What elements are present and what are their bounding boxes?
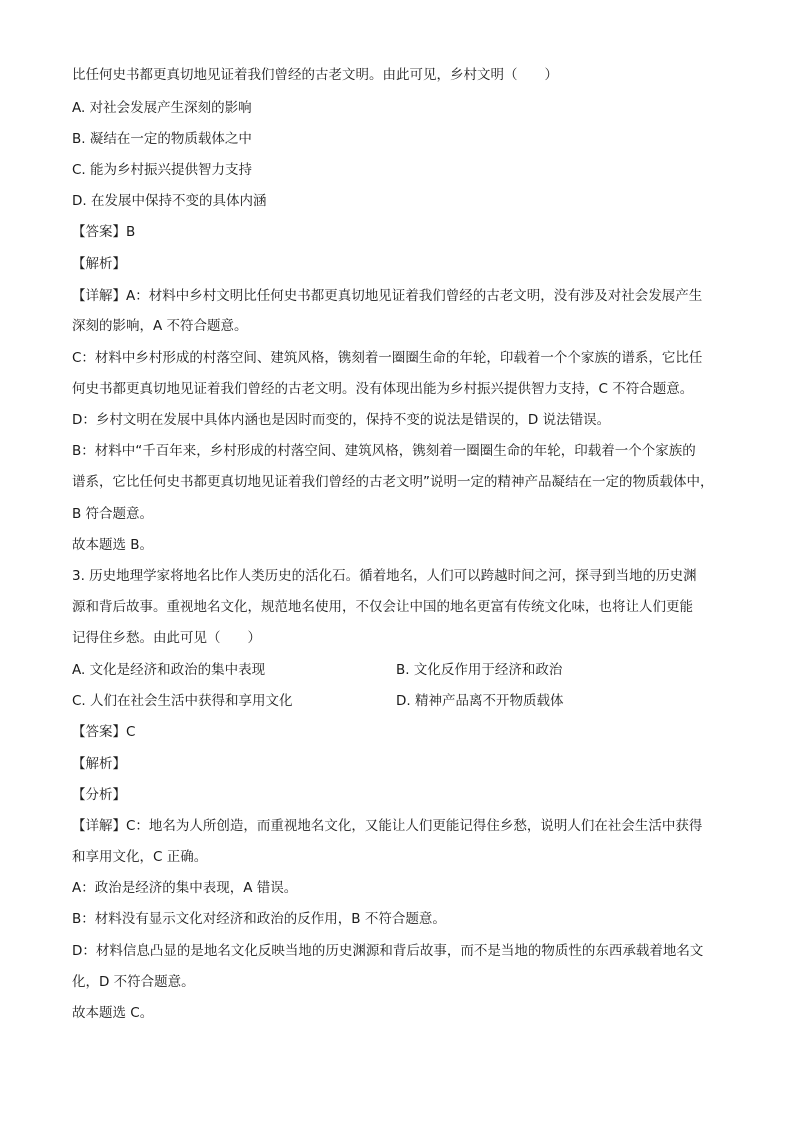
explanation-line: D：材料信息凸显的是地名文化反映当地的历史渊源和背后故事，而不是当地的物质性的东西承载着地名文 [72,943,704,959]
explanation-line: 和享用文化，C 正确。 [72,849,208,865]
analysis-label: 【解析】 [72,756,126,772]
option-b: B. 凝结在一定的物质载体之中 [72,131,252,147]
explanation-line: 何史书都更真切地见证着我们曾经的古老文明。没有体现出能为乡村振兴提供智力支持，C 不符合题意。 [72,381,694,397]
explanation-line: C：材料中乡村形成的村落空间、建筑风格，镌刻着一圈圈生命的年轮，印载着一个个家族的谱系，它比任 [72,350,703,366]
conclusion-line: 故本题选 C。 [72,1005,154,1021]
explanation-line: 【详解】A：材料中乡村文明比任何史书都更真切地见证着我们曾经的古老文明，没有涉及对社会发展产生 [72,288,703,304]
explanation-line: B 符合题意。 [72,506,154,522]
q3-option-a: A. 文化是经济和政治的集中表现 [72,662,266,678]
explanation-line: B：材料没有显示文化对经济和政治的反作用，B 不符合题意。 [72,911,446,927]
explanation-line: 【详解】C：地名为人所创造，而重视地名文化，又能让人们更能记得住乡愁，说明人们在社会生活中获得 [72,818,703,834]
question-stem-tail: 比任何史书都更真切地见证着我们曾经的古老文明。由此可见，乡村文明（ ） [72,67,558,83]
analysis-sub-label: 【分析】 [72,787,126,803]
explanation-line: 化，D 不符合题意。 [72,974,195,990]
explanation-line: A：政治是经济的集中表现，A 错误。 [72,880,298,896]
q3-option-b: B. 文化反作用于经济和政治 [396,662,563,678]
answer-label: 【答案】B [72,224,136,240]
answer-label: 【答案】C [72,724,136,740]
option-c: C. 能为乡村振兴提供智力支持 [72,162,253,178]
explanation-line: D：乡村文明在发展中具体内涵也是因时而变的，保持不变的说法是错误的，D 说法错误。 [72,412,611,428]
q3-option-c: C. 人们在社会生活中获得和享用文化 [72,693,293,709]
question-3-stem: 记得住乡愁。由此可见（ ） [72,630,261,646]
analysis-label: 【解析】 [72,256,126,272]
question-3-stem: 3. 历史地理学家将地名比作人类历史的活化石。循着地名，人们可以跨越时间之河，探寻到当地的历史渊 [72,568,697,584]
option-d: D. 在发展中保持不变的具体内涵 [72,193,267,209]
explanation-line: 谱系，它比任何史书都更真切地见证着我们曾经的古老文明”说明一定的精神产品凝结在一定的物质载体中， [72,474,714,490]
option-a: A. 对社会发展产生深刻的影响 [72,100,252,116]
explanation-line: 深刻的影响，A 不符合题意。 [72,318,248,334]
question-3-stem: 源和背后故事。重视地名文化，规范地名使用，不仅会让中国的地名更富有传统文化味，也将让人们更能 [72,599,693,615]
q3-option-d: D. 精神产品离不开物质载体 [396,693,564,709]
conclusion-line: 故本题选 B。 [72,537,154,553]
explanation-line: B：材料中“千百年来，乡村形成的村落空间、建筑风格，镌刻着一圈圈生命的年轮，印载着一个个家族的 [72,443,696,459]
